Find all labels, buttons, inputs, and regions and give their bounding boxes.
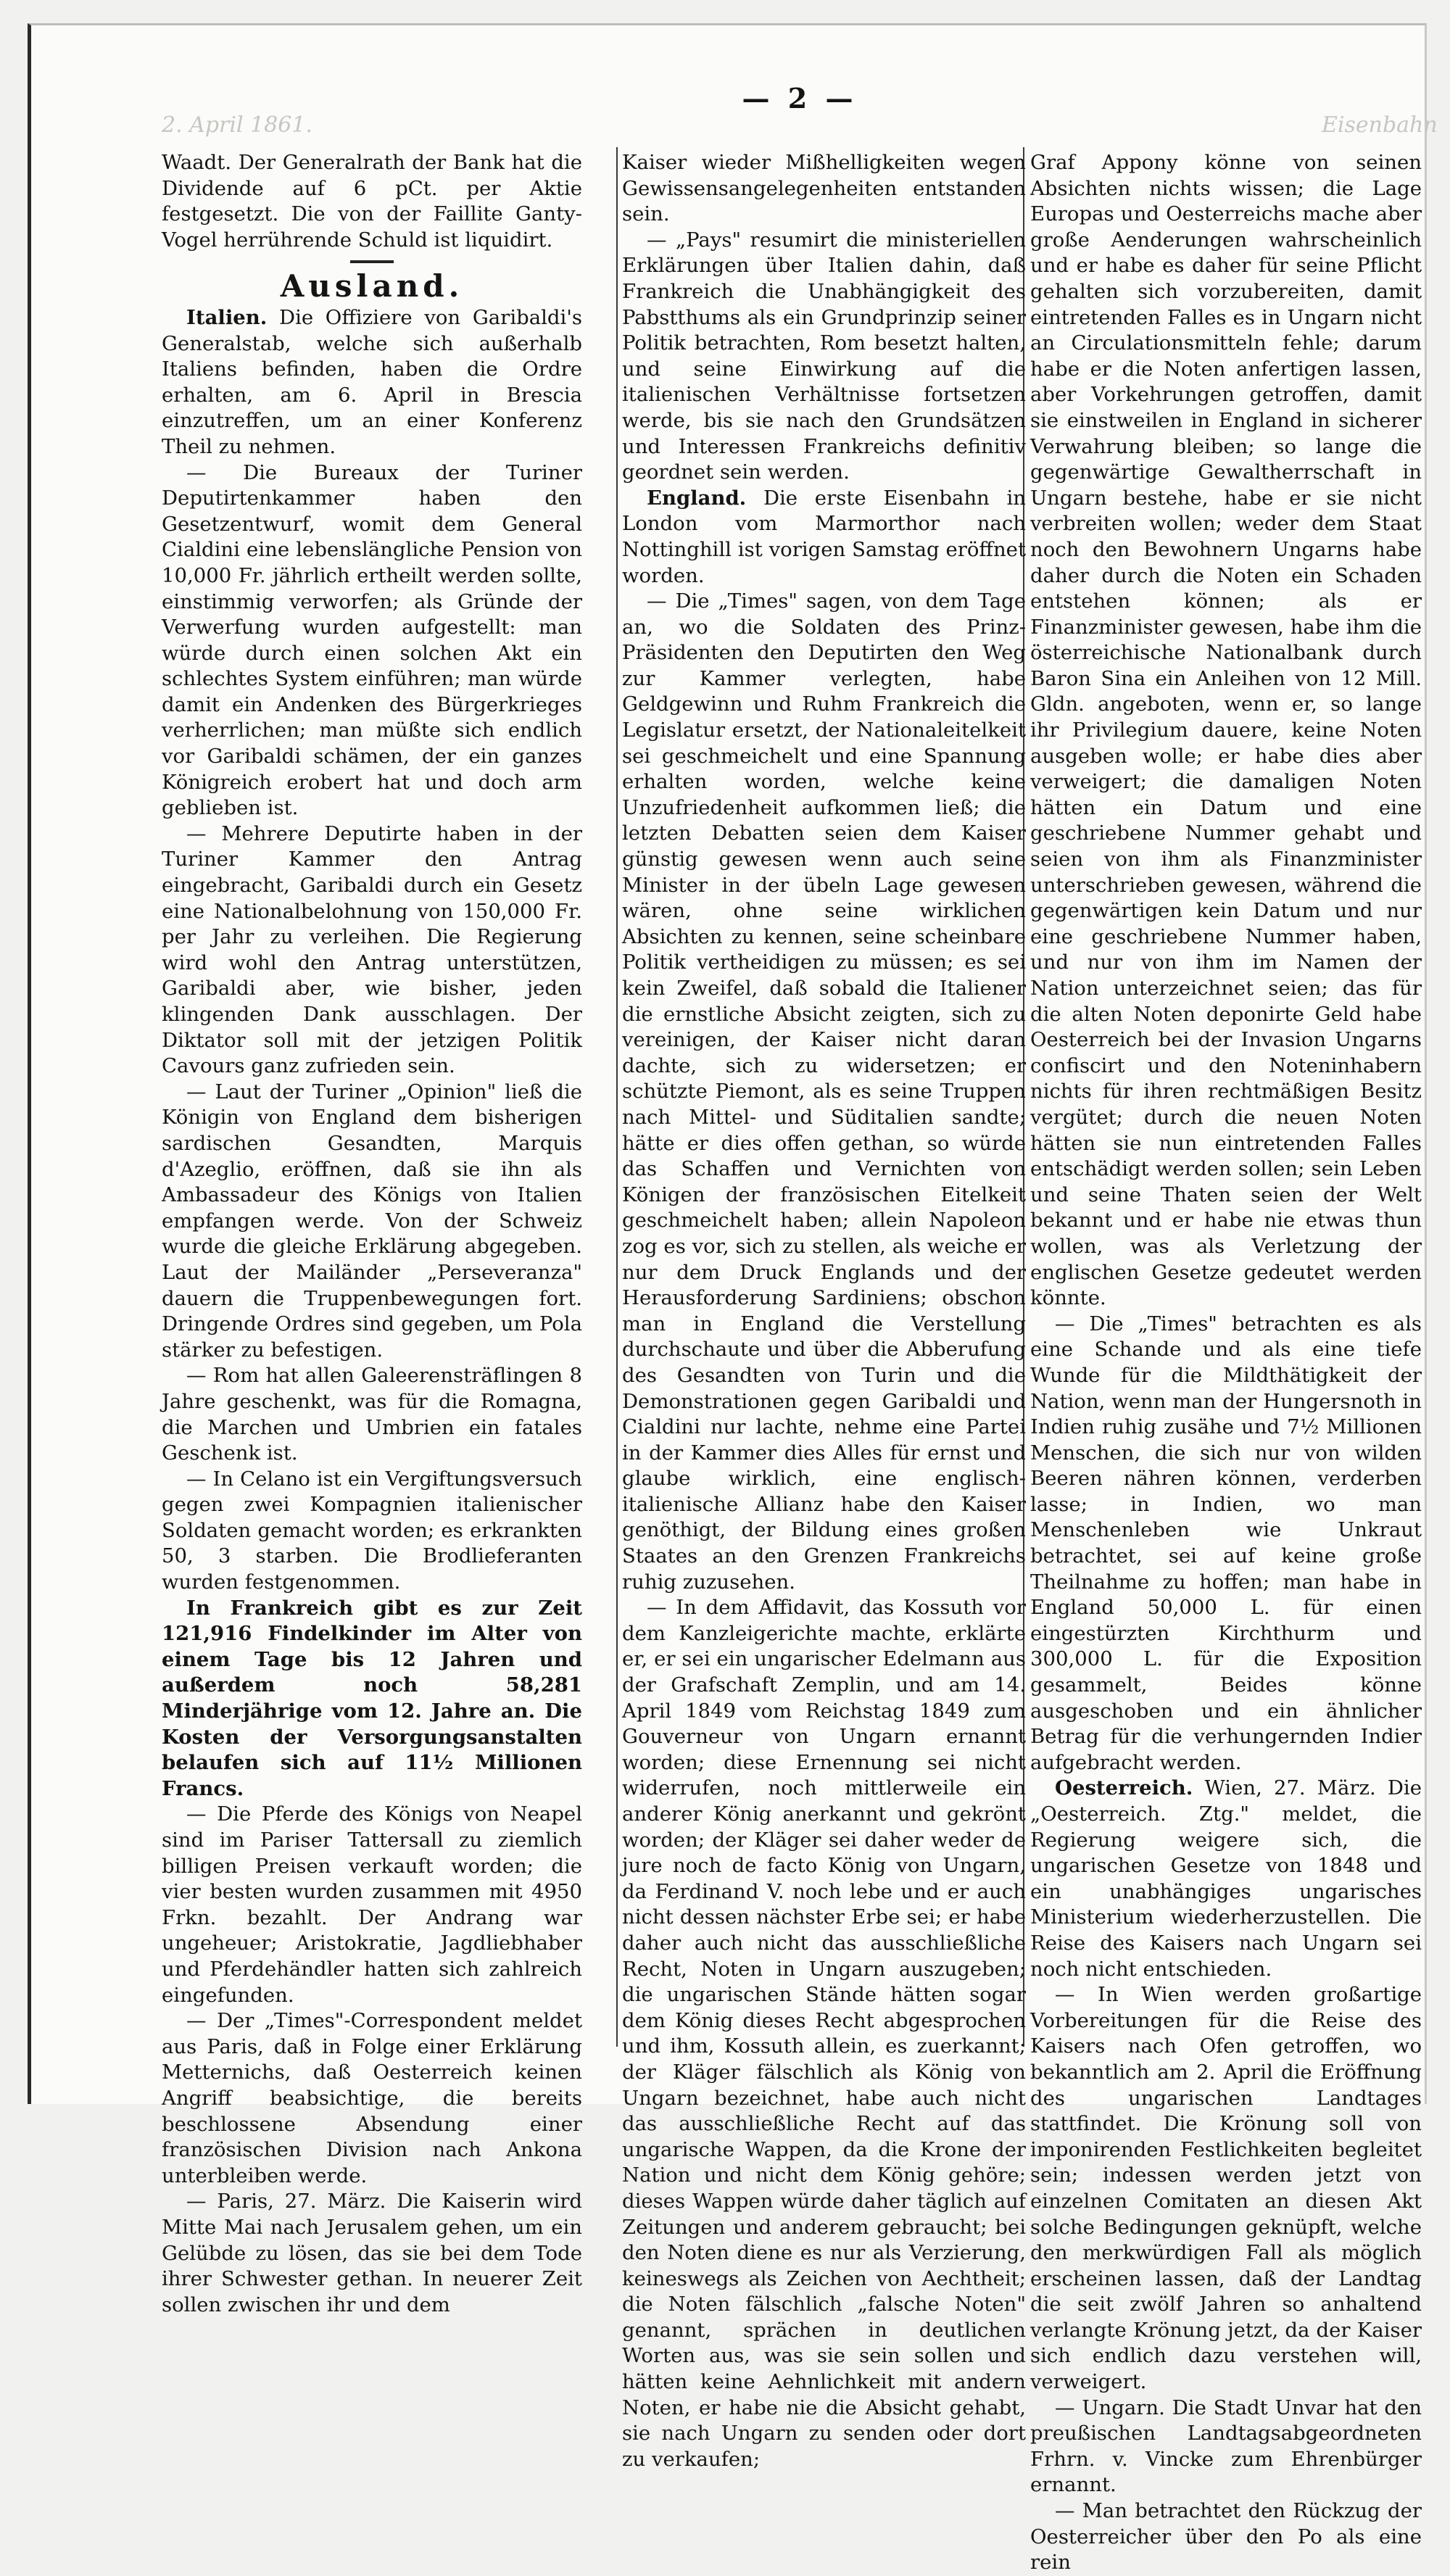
article-lead-italien: Italien. [186,305,268,329]
article-kaiser-continued: Kaiser wieder Mißhelligkeiten wegen Gewissensangelegenheiten entstanden sein. [622,151,1026,226]
column-3 [1030,150,1422,2575]
column-rule-1 [616,147,618,2047]
article-paris-kaiserin: — Paris, 27. März. Die Kaiserin wird Mitte Mai nach Jerusalem gehen, um ein Gelübde zu lösen, das sie bei dem Tode ihrer Schwester gethan. In neuerer Zeit sollen zwischen ihr und dem [162,2190,582,2316]
article-kossuth-affidavit: — In dem Affidavit, das Kossuth vor dem Kanzleigerichte machte, erklärte er, er sei ein ungarischer Edelmann aus der Grafschaft Zemplin, und am 14. April 1849 vom Reichstag 1849 zum Gouverneur von Ungarn ernannt worden; diese Ernennung sei nicht widerrufen, noch mittlerweile ein anderer König anerkannt und gekrönt worden; der Kläger sei daher weder de jure noch de facto König von Ungarn, da Ferdinand V. noch lebe und er auch nicht dessen nächster Erbe sei; er habe daher auch nicht das ausschließliche Recht, Noten in Ungarn auszugeben; die ungarischen Stände hätten sogar dem König dieses Recht abgesprochen und ihm, Kossuth allein, es zuerkannt; der Kläger fälschlich als König von Ungarn bezeichnet, habe auch nicht das ausschließliche Recht auf das ungarische Wappen, da die Krone der Nation und nicht dem König gehöre; dieses Wappen würde daher täglich auf Zeitungen und anderem gebraucht; bei den Noten diene es nur als Verzierung, keineswegs als Zeichen von Aechtheit; die Noten fälschlich „falsche Noten" genannt, sprächen in deutlichen Worten aus, was sie sein sollen und hätten keine Aehnlichkeit mit andern Noten, er habe nie die Absicht gehabt, sie nach Ungarn zu senden oder dort zu verkaufen; [622,1596,1026,2471]
article-opinion: — Laut der Turiner „Opinion" ließ die Königin von England dem bisherigen sardischen Gesandten, Marquis d'Azeglio, eröffnen, daß sie ihn als Ambassadeur des Königs von Italien empfangen werde. Von der Schweiz wurde die gleiche Erklärung abgegeben. Laut der Mailänder „Perseveranza" dauern die Truppenbewegungen fort. Dringende Ordres sind gegeben, um Pola stärker zu befestigen. [162,1080,582,1362]
article-wien-vorbereitungen: — In Wien werden großartige Vorbereitungen für die Reise des Kaisers nach Ofen getroffen, wo bekanntlich am 2. April die Eröffnung des ungarischen Landtages stattfindet. Die Krönung soll von imponirenden Festlichkeiten begleitet sein; indessen werden jetzt von einzelnen Comitaten an diesen Akt solche Bedingungen geknüpft, welche den merkwürdigen Fall als möglich erscheinen lassen, daß der Landtag die seit zwölf Jahren so anhaltend verlangte Krönung jetzt, da der Kaiser sich endlich dazu verstehen will, verweigert. [1030,1983,1422,2394]
article-pays: — „Pays" resumirt die ministeriellen Erklärungen über Italien dahin, daß Frankreich die Unabhängigkeit des Pabstthums als ein Grundprinzip seiner Politik betrachten, Rom besetzt halten, und seine Einwirkung auf die italienischen Verhältnisse fortsetzen werde, bis sie nach den Grundsätzen und Interessen Frankreichs definitiv geordnet sein werden. [622,228,1026,484]
column-2 [622,150,1026,2471]
article-ungarn-unvar: — Ungarn. Die Stadt Unvar hat den preußischen Landtagsabgeordneten Frhrn. v. Vincke zum Ehrenbürger ernannt. [1030,2395,1422,2497]
article-oesterreich: Oesterreich. Wien, 27. März. Die „Oesterreich. Ztg." meldet, die Regierung weigere sich, die ungarischen Gesetze von 1848 und ein unabhängiges ungarisches Ministerium wiederherzustellen. Die Reise des Kaisers nach Ungarn sei noch nicht entschieden. [1030,1776,1422,1981]
article-times-indien: — Die „Times" betrachten es als eine Schande und als eine tiefe Wunde für die Mildthätigkeit der Nation, wenn man der Hungersnoth in Indien ruhig zusähe und 7½ Millionen Menschen, die sich nur von wilden Beeren nähren können, verderben lasse; in Indien, wo man Menschenleben wie Unkraut betrachtet, sei auf keine große Theilnahme zu hoffen; man habe in England 50,000 L. für einen eingestürzten Kirchthurm und 300,000 L. für die Exposition gesammelt, Beides könne ausgeschoben und ein ähnlicher Betrag für die verhungernden Indier aufgebracht werden. [1030,1312,1422,1774]
article-england: England. Die erste Eisenbahn in London vom Marmorthor nach Nottinghill ist vorigen Samstag eröffnet worden. [622,486,1026,587]
article-cialdini-pension: — Die Bureaux der Turiner Deputirtenkammer haben den Gesetzentwurf, womit dem General Cialdini eine lebenslängliche Pension von 10,000 Fr. jährlich ertheilt werden sollte, einstimmig verworfen; als Gründe der Verwerfung wurden aufgestellt: man würde durch einen solchen Akt ein schlechtes System einführen; man würde damit ein Andenken des Bürgerkrieges verherrlichen; man müßte sich endlich vor Garibaldi schämen, der ein ganzes Königreich erobert hat und doch arm geblieben ist. [162,460,582,820]
section-divider [350,260,394,263]
article-celano: — In Celano ist ein Vergiftungsversuch gegen zwei Kompagnien italienischer Soldaten gemacht worden; es erkrankten 50, 3 starben. Die Brodlieferanten wurden festgenommen. [162,1467,582,1594]
article-rueckzug: — Man betrachtet den Rückzug der Oesterreicher über den Po als eine rein [1030,2499,1422,2575]
newspaper-page [28,23,1438,2575]
article-times-prinz: — Die „Times" sagen, von dem Tage an, wo die Soldaten des Prinz-Präsidenten den Deputirten den Weg zur Kammer verlegten, habe Geldgewinn und Ruhm Frankreich die Legislatur ersetzt, der Nationaleitelkeit sei geschmeichelt und eine Spannung erhalten worden, welche keine Unzufriedenheit aufkommen ließ; die letzten Debatten seien dem Kaiser günstig gewesen wenn auch seine Minister in der übeln Lage gewesen wären, ohne seine wirklichen Absichten zu kennen, seine scheinbare Politik vertheidigen zu müssen; es sei kein Zweifel, daß sobald die Italiener die ernstliche Absicht zeigten, sich zu vereinigen, der Kaiser nicht daran dachte, sich zu widersetzen; er schützte Piemont, als es seine Truppen nach Mittel- und Süditalien sandte; hätte er dies offen gethan, so würde das Schaffen und Vernichten von Königen der französischen Eitelkeit geschmeichelt haben; allein Napoleon zog es vor, sich zu stellen, als weiche er nur dem Druck Englands und der Herausforderung Sardiniens; obschon man in England die Verstellung durchschaute und über die Abberufung des Gesandten von Turin und die Demonstrationen gegen Garibaldi und Cialdini nur lachte, nehme eine Partei in der Kammer dies Alles für ernst und glaube wirklich, eine englisch-italienische Allianz habe den Kaiser genöthigt, der Bildung eines großen Staates an den Grenzen Frankreichs ruhig zuzusehen. [622,589,1026,1594]
article-lead-oesterreich: Oesterreich. [1055,1776,1193,1800]
ghost-date-bleedthrough: 2. April 1861. [162,112,312,138]
article-pferde-neapel: — Die Pferde des Königs von Neapel sind im Pariser Tattersall zu ziemlich billigen Preisen verkauft worden; die vier besten wurden zusammen mit 4950 Frkn. bezahlt. Der Andrang war ungeheuer; Aristokratie, Jagdliebhaber und Pferdehändler hatten sich zahlreich eingefunden. [162,1802,582,2007]
section-heading-ausland: Ausland. [280,268,464,305]
article-rom: — Rom hat allen Galeerensträflingen 8 Jahre geschenkt, was für die Romagna, die Marchen und Umbrien ein fatales Geschenk ist. [162,1364,582,1465]
article-waadt: Waadt. Der Generalrath der Bank hat die Dividende auf 6 pCt. per Aktie festgesetzt. Die von der Faillite Ganty-Vogel herrührende Schuld ist liquidirt. [162,151,582,252]
article-frankreich: In Frankreich gibt es zur Zeit 121,916 Findelkinder im Alter von einem Tage bis 12 Jahren und außerdem noch 58,281 Minderjährige vom 12. Jahre an. Die Kosten der Versorgungsanstalten belaufen sich auf 11½ Millionen Francs. [162,1596,582,1800]
article-kossuth-continued: Graf Appony könne von seinen Absichten nichts wissen; die Lage Europas und Oesterreichs mache aber große Aenderungen wahrscheinlich und er habe es daher für seine Pflicht gehalten sich vorzubereiten, damit eintretenden Falles es in Ungarn nicht an Circulationsmitteln fehle; darum habe er die Noten anfertigen lassen, aber Vorkehrungen getroffen, damit sie einstweilen in England in sicherer Verwahrung bleiben; so lange die gegenwärtige Gewaltherrschaft in Ungarn bestehe, habe er sie nicht verbreiten wollen; weder dem Staat noch den Bewohnern Ungarns habe daher durch die Noten ein Schaden entstehen können; als er Finanzminister gewesen, habe ihm die österreichische Nationalbank durch Baron Sina ein Anleihen von 12 Mill. Gldn. angeboten, wenn er, so lange ihr Privilegium dauere, keine Noten ausgeben wolle; er habe dies aber verweigert; die damaligen Noten hätten ein Datum und eine geschriebene Nummer gehabt und seien von ihm als Finanzminister unterschrieben gewesen, während die gegenwärtigen kein Datum und nur eine geschriebene Nummer haben, und nur von ihm im Namen der Nation unterzeichnet seien; das für die alten Noten deponirte Geld habe Oesterreich bei der Invasion Ungarns confiscirt und den Noteninhabern nichts für ihren rechtmäßigen Besitz vergütet; durch die neuen Noten hätten sie nun eintretenden Falles entschädigt werden sollen; sein Leben und seine Thaten seien der Welt bekannt und er habe nie etwas thun wollen, was als Verletzung der englischen Gesetze gedeutet werden könnte. [1030,151,1422,1310]
article-lead-england: England. [647,486,747,510]
page-number: — 2 — [742,82,858,115]
ghost-word-bleedthrough: Eisenbahn [1322,112,1438,138]
article-italien: Italien. Die Offiziere von Garibaldi's Generalstab, welche sich außerhalb Italiens befinden, haben die Ordre erhalten, am 6. April in Brescia einzutreffen, um an einer Konferenz Theil zu nehmen. [162,305,582,458]
column-1 [162,150,582,2316]
article-times-correspondent: — Der „Times"-Correspondent meldet aus Paris, daß in Folge einer Erklärung Metternichs, daß Oesterreich keinen Angriff beabsichtige, die bereits beschlossene Absendung einer französischen Division nach Ankona unterbleiben werde. [162,2009,582,2187]
article-garibaldi-belohnung: — Mehrere Deputirte haben in der Turiner Kammer den Antrag eingebracht, Garibaldi durch ein Gesetz eine Nationalbelohnung von 150,000 Fr. per Jahr zu verleihen. Die Regierung wird wohl den Antrag unterstützen, Garibaldi aber, wie bisher, jeden klingenden Dank ausschlagen. Der Diktator soll mit der jetzigen Politik Cavours ganz zufrieden sein. [162,821,582,1078]
